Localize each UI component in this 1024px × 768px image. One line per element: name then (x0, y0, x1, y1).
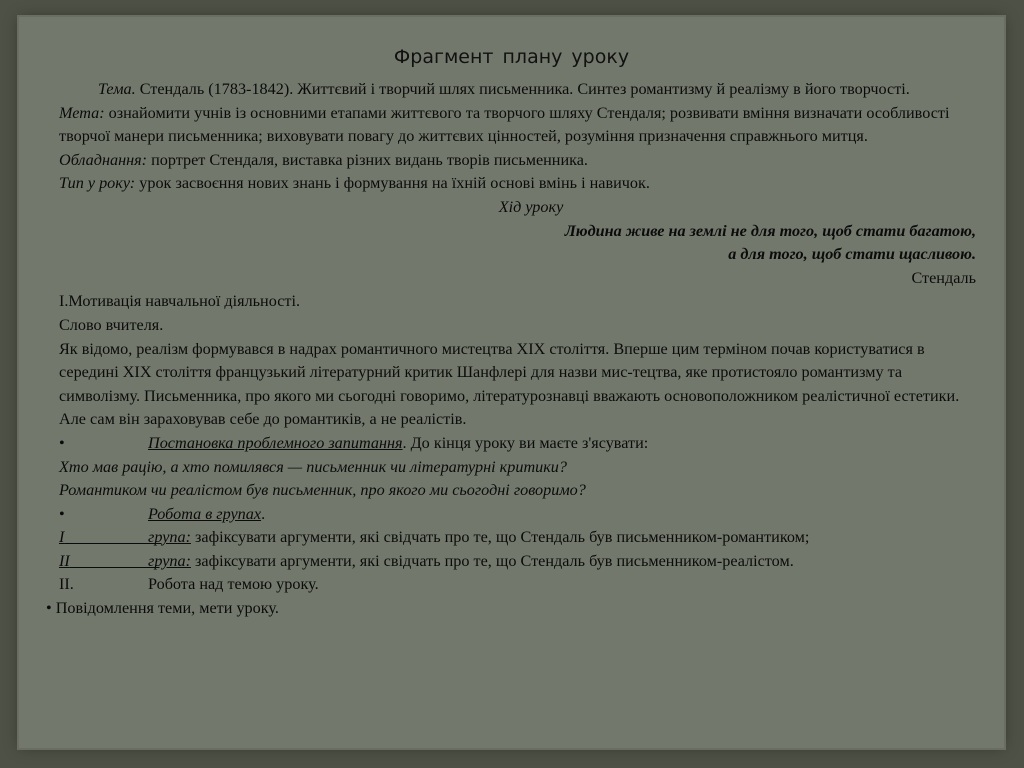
teacher-text: Як відомо, реалізм формувався в надрах романтичного мистецтва XIX століття. Вперше цим терміном почав користуватися в середині XIX століття французький літературний критик Шанфлері для назви мис-тецтва, яке протистояло романтизму та символізму. Письменника, про якого ми сьогодні говоримо, літературознавці вважають основоположником реалістичної естетики. Але сам він зараховував себе до романтиків, а не реалістів. (59, 339, 960, 429)
epigraph-author: Стендаль (911, 268, 976, 287)
epigraph-line-1: Людина живе на землі не для того, щоб стати багатою, (564, 221, 976, 240)
problem-item (46, 432, 976, 456)
groups-label: Робота в групах (148, 504, 262, 523)
epigraph-line-2: а для того, щоб стати щасливою. (728, 245, 976, 264)
course-heading: Хід уроку (498, 197, 564, 216)
announce-line: • Повідомлення теми, мети уроку. (46, 599, 279, 618)
teacher-word-heading: Слово вчителя. (59, 315, 164, 334)
theme-label: Тема. (98, 80, 136, 98)
slide-title: Фрагмент плану уроку (393, 46, 630, 68)
group-2-text: зафіксувати аргументи, які свідчать про те, що Стендаль був письменником-реалістом. (190, 551, 794, 570)
equipment-text: портрет Стендаля, виставка різних видань творів письменника. (147, 150, 588, 169)
group-2-label: група: (148, 551, 191, 570)
section-2-number: II. (59, 575, 74, 594)
problem-text: . До кінця уроку ви маєте з'ясувати: (402, 433, 649, 452)
group-1-number: І (59, 528, 65, 547)
lesson-plan-text (46, 78, 976, 621)
problem-label: Постановка проблемного запитання (148, 433, 403, 452)
equipment-label: Обладнання: (59, 150, 148, 169)
slide (19, 17, 1004, 748)
group-1-label: група: (148, 528, 191, 547)
group-2-item (46, 550, 976, 574)
section-2-text: Робота над темою уроку. (148, 575, 319, 594)
motivation-heading: І.Мотивація навчальної діяльності. (59, 292, 301, 311)
group-2-number: ІІ (59, 551, 70, 570)
equipment-paragraph (46, 149, 976, 173)
goal-text: ознайомити учнів із основними етапами життєвого та творчого шляху Стендаля; розвивати вміння визначати особливості творчої манери письменника; виховувати повагу до життєвих цінностей, розуміння призначення справжнього митця. (59, 103, 950, 146)
theme-text: Стендаль (1783-1842). Життєвий і творчий шлях письменника. Синтез романтизму й реалізму в його творчості. (135, 80, 910, 98)
group-1-text: зафіксувати аргументи, які свідчать про те, що Стендаль був письменником-романтиком; (190, 528, 810, 547)
question-1: Хто мав рацію, а хто помилявся — письменник чи літературні критики? (59, 457, 567, 476)
bullet-symbol: • (59, 433, 65, 452)
theme-paragraph (46, 78, 976, 102)
bullet-symbol: • (59, 504, 65, 523)
goal-label: Мета: (59, 103, 105, 122)
goal-paragraph (46, 102, 976, 149)
group-1-item (46, 526, 976, 550)
groups-item (46, 503, 976, 527)
type-paragraph (46, 172, 976, 196)
type-text: урок засвоєння нових знань і формування на їхній основі вмінь і навичок. (135, 174, 650, 193)
type-label: Тип у року: (59, 174, 136, 193)
groups-dot: . (261, 504, 266, 523)
question-2: Романтиком чи реалістом був письменник, про якого ми сьогодні говоримо? (59, 481, 586, 500)
section-2-item (46, 573, 976, 597)
